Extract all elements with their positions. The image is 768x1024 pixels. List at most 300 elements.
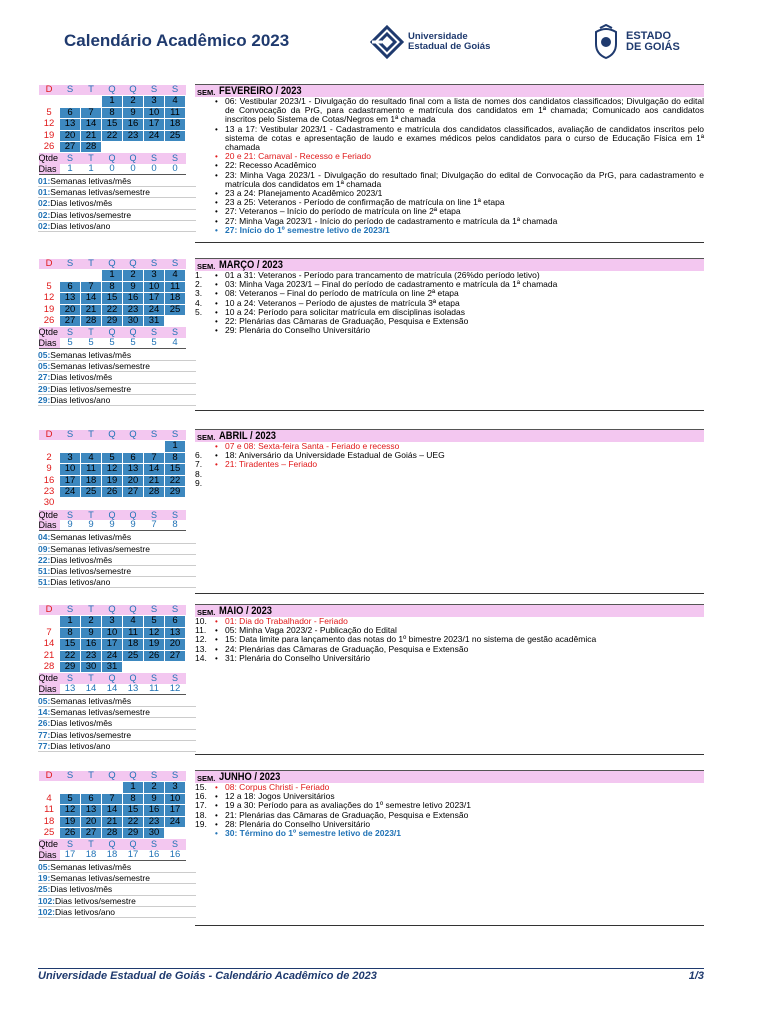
dias-count: 17: [60, 850, 81, 861]
calendar-day: 13: [60, 119, 81, 130]
estado-goias-logo: [592, 22, 680, 62]
summary-row: 01:Semanas letivas/mês: [38, 176, 196, 187]
dias-label: Dias: [39, 338, 60, 349]
summary-row: 22:Dias letivos/mês: [38, 555, 196, 566]
month-calendar: [38, 770, 186, 918]
calendar-day: 15: [60, 639, 81, 650]
weekday-header: Q: [102, 771, 123, 782]
calendar-day: [123, 441, 144, 452]
calendar-day: 23: [123, 130, 144, 141]
calendar-day: 29: [102, 316, 123, 327]
calendar-day: [60, 441, 81, 452]
month-events: [195, 770, 704, 838]
dias-count: 14: [81, 684, 102, 695]
calendar-day: 1: [102, 96, 123, 107]
calendar-day: 3: [102, 616, 123, 627]
month-events: [195, 258, 704, 335]
calendar-day: 19: [144, 639, 165, 650]
calendar-day: 15: [102, 119, 123, 130]
dias-label: Dias: [39, 164, 60, 175]
event-item: 19. • 28: Plenária do Conselho Universitário: [195, 818, 371, 829]
event-item: 10. • 01: Dia do Trabalhador - Feriado: [195, 616, 348, 626]
calendar-day: 17: [165, 805, 186, 816]
qtde-weekday: Q: [102, 327, 123, 338]
calendar-day: 4: [123, 616, 144, 627]
qtde-weekday: Q: [102, 673, 123, 684]
dias-count: 16: [144, 850, 165, 861]
calendar-day: [102, 782, 123, 793]
qtde-label: Qtde: [38, 839, 59, 850]
calendar-day: 29: [165, 487, 186, 498]
calendar-day: 5: [60, 793, 81, 804]
calendar-day: 5: [39, 107, 60, 118]
event-item: • 06: Vestibular 2023/1 - Divulgação do resultado final com a lista de nomes dos candidatos classificados; Divulgação do edital de Convocação da PrG, para cadastramento e matrícula dos candidatos em 1ª chamada; Comunicado aos candidatos inscritos pelo Sistema de Cotas/Negros em 1ª chamada: [215, 96, 704, 125]
month-calendar: [38, 429, 186, 588]
qtde-weekday: Q: [102, 839, 123, 850]
calendar-day: 18: [81, 475, 102, 486]
month-name: FEVEREIRO / 2023: [219, 85, 302, 97]
summary-row: 77:Dias letivos/semestre: [38, 730, 196, 741]
summary-row: 02:Dias letivos/ano: [38, 221, 196, 232]
dias-count: 0: [102, 164, 123, 175]
dias-count: 18: [102, 850, 123, 861]
dias-count: 4: [165, 338, 186, 349]
calendar-day: 4: [165, 96, 186, 107]
calendar-day: [81, 498, 102, 509]
calendar-day: 13: [165, 627, 186, 638]
calendar-day: 14: [81, 119, 102, 130]
event-item: 5. • 10 a 24: Período para solicitar matrícula em disciplinas isoladas: [195, 306, 466, 317]
calendar-day: 26: [39, 142, 60, 153]
calendar-day: [60, 782, 81, 793]
calendar-day: 17: [144, 293, 165, 304]
calendar-day: [60, 498, 81, 509]
calendar-day: 3: [144, 270, 165, 281]
weekday-header: T: [81, 605, 102, 616]
calendar-day: 1: [165, 441, 186, 452]
dias-count: 0: [123, 164, 144, 175]
coat-of-arms-icon: [592, 24, 620, 60]
calendar-day: 16: [39, 475, 60, 486]
calendar-day: 27: [60, 142, 81, 153]
calendar-day: 27: [81, 828, 102, 839]
calendar-day: 8: [123, 793, 144, 804]
weekday-header: Q: [102, 430, 123, 441]
calendar-day: 18: [165, 293, 186, 304]
event-item: 3. • 08: Veteranos – Final do período de matrícula on line 2ª etapa: [195, 288, 459, 299]
calendar-day: 15: [123, 805, 144, 816]
qtde-weekday: S: [144, 839, 165, 850]
weekday-header: Q: [102, 605, 123, 616]
calendar-day: 20: [123, 475, 144, 486]
calendar-day: 6: [60, 107, 81, 118]
weekday-header: Q: [102, 85, 123, 96]
calendar-day: [102, 498, 123, 509]
calendar-day: [60, 270, 81, 281]
calendar-day: 16: [123, 119, 144, 130]
summary-row: 102:Dias letivos/ano: [38, 907, 196, 918]
weekday-header: S: [165, 85, 186, 96]
qtde-weekday: Q: [102, 153, 123, 164]
calendar-day: 22: [123, 816, 144, 827]
calendar-day: 10: [144, 281, 165, 292]
qtde-weekday: T: [81, 839, 102, 850]
calendar-day: 20: [165, 639, 186, 650]
weekday-header: S: [165, 430, 186, 441]
calendar-day: [102, 142, 123, 153]
qtde-label: Qtde: [38, 153, 59, 164]
ueg-logo-line2: Estadual de Goiás: [408, 41, 491, 52]
calendar-day: 13: [60, 293, 81, 304]
dias-count: 9: [102, 520, 123, 531]
summary-row: 04:Semanas letivas/mês: [38, 532, 196, 543]
calendar-day: 16: [123, 293, 144, 304]
weekday-header: D: [39, 771, 60, 782]
qtde-weekday: S: [144, 327, 165, 338]
event-item: • 29: Plenária do Conselho Universitário: [215, 325, 371, 336]
calendar-day: 4: [81, 452, 102, 463]
calendar-day: [165, 828, 186, 839]
event-item: 15. • 08: Corpus Christi - Feriado: [195, 782, 330, 792]
dias-count: 11: [144, 684, 165, 695]
calendar-day: 22: [165, 475, 186, 486]
event-item: 4. • 10 a 24: Veteranos – Período de ajustes de matrícula 3ª etapa: [195, 297, 460, 308]
month-separator: [195, 410, 704, 411]
calendar-day: [39, 441, 60, 452]
calendar-day: [165, 662, 186, 673]
calendar-day: 13: [123, 464, 144, 475]
calendar-day: 9: [39, 464, 60, 475]
qtde-label: Qtde: [38, 509, 59, 520]
calendar-day: 17: [102, 639, 123, 650]
calendar-day: 14: [81, 293, 102, 304]
summary-row: 27:Dias letivos/mês: [38, 372, 196, 383]
event-item: 16. • 12 a 18: Jogos Universitários: [195, 791, 335, 802]
calendar-day: 31: [144, 316, 165, 327]
qtde-weekday: S: [144, 673, 165, 684]
qtde-weekday: S: [165, 509, 186, 520]
calendar-day: [144, 498, 165, 509]
calendar-day: 11: [123, 627, 144, 638]
event-item: 9.: [195, 477, 203, 488]
calendar-day: 7: [39, 627, 60, 638]
event-item: 7. • 21: Tiradentes – Feriado: [195, 459, 318, 470]
dias-count: 5: [81, 338, 102, 349]
calendar-day: 28: [102, 828, 123, 839]
weekday-header: S: [165, 605, 186, 616]
dias-count: 0: [165, 164, 186, 175]
summary-row: 19:Semanas letivas/semestre: [38, 873, 196, 884]
dias-label: Dias: [39, 520, 60, 531]
month-summary: [38, 350, 196, 406]
footer-title: Universidade Estadual de Goiás - Calendário Acadêmico de 2023: [38, 970, 377, 982]
calendar-day: [165, 498, 186, 509]
month-header: SEM. JUNHO / 2023: [195, 770, 704, 783]
calendar-day: 19: [102, 475, 123, 486]
calendar-day: 13: [81, 805, 102, 816]
ueg-logo-icon: [370, 25, 404, 59]
weekday-header: D: [39, 85, 60, 96]
calendar-day: 30: [123, 316, 144, 327]
month-summary: [38, 696, 196, 752]
calendar-day: 9: [123, 281, 144, 292]
calendar-day: 16: [81, 639, 102, 650]
summary-row: 05:Semanas letivas/semestre: [38, 361, 196, 372]
summary-row: 09:Semanas letivas/semestre: [38, 544, 196, 555]
summary-row: 05:Semanas letivas/mês: [38, 696, 196, 707]
calendar-day: 15: [102, 293, 123, 304]
estado-logo-line1: ESTADO: [626, 30, 672, 42]
dias-count: 9: [60, 520, 81, 531]
calendar-day: 11: [81, 464, 102, 475]
qtde-weekday: S: [165, 327, 186, 338]
calendar-day: 3: [144, 96, 165, 107]
qtde-weekday: Q: [123, 153, 144, 164]
qtde-weekday: T: [81, 153, 102, 164]
calendar-day: [81, 441, 102, 452]
calendar-day: [81, 270, 102, 281]
calendar-day: 10: [60, 464, 81, 475]
calendar-day: 11: [165, 281, 186, 292]
ueg-logo-line1: Universidade: [408, 31, 468, 42]
qtde-weekday: S: [165, 839, 186, 850]
calendar-day: 7: [102, 793, 123, 804]
weekday-header: S: [144, 605, 165, 616]
calendar-day: 22: [60, 650, 81, 661]
dias-count: 7: [144, 520, 165, 531]
calendar-day: 6: [165, 616, 186, 627]
weekday-header: D: [39, 605, 60, 616]
calendar-day: 26: [39, 316, 60, 327]
calendar-day: [165, 142, 186, 153]
calendar-day: 5: [39, 281, 60, 292]
event-item: • 30: Término do 1º semestre letivo de 2023/1: [215, 828, 402, 839]
weekday-header: S: [144, 259, 165, 270]
calendar-day: 20: [81, 816, 102, 827]
summary-row: 05:Semanas letivas/mês: [38, 350, 196, 361]
qtde-weekday: S: [60, 839, 81, 850]
qtde-weekday: Q: [123, 673, 144, 684]
summary-row: 77:Dias letivos/ano: [38, 741, 196, 752]
weekday-header: S: [144, 771, 165, 782]
calendar-day: 28: [144, 487, 165, 498]
calendar-day: 2: [81, 616, 102, 627]
calendar-day: [123, 142, 144, 153]
weekday-header: Q: [123, 605, 144, 616]
page-footer: [38, 968, 704, 982]
page-title: Calendário Acadêmico 2023: [64, 31, 290, 50]
calendar-day: 24: [144, 130, 165, 141]
calendar-day: 23: [81, 650, 102, 661]
weekday-header: Q: [123, 85, 144, 96]
event-item: 13. • 24: Plenárias das Câmaras de Graduação, Pesquisa e Extensão: [195, 643, 469, 654]
calendar-day: 28: [81, 316, 102, 327]
month-header: SEM. MARÇO / 2023: [195, 258, 704, 271]
calendar-day: 23: [39, 487, 60, 498]
calendar-day: 10: [144, 107, 165, 118]
page-number: 1/3: [688, 970, 704, 982]
calendar-day: 26: [102, 487, 123, 498]
month-header: SEM. ABRIL / 2023: [195, 429, 704, 442]
qtde-weekday: S: [165, 153, 186, 164]
month-header: SEM. MAIO / 2023: [195, 604, 704, 617]
summary-row: 29:Dias letivos/semestre: [38, 384, 196, 395]
qtde-weekday: Q: [123, 327, 144, 338]
dias-count: 14: [102, 684, 123, 695]
calendar-day: 20: [60, 130, 81, 141]
calendar-day: 23: [123, 304, 144, 315]
calendar-day: 12: [60, 805, 81, 816]
month-separator: [195, 242, 704, 243]
weekday-header: S: [165, 259, 186, 270]
weekday-header: S: [60, 771, 81, 782]
calendar-day: 24: [144, 304, 165, 315]
calendar-day: 21: [81, 130, 102, 141]
summary-row: 01:Semanas letivas/semestre: [38, 187, 196, 198]
event-item: 12. • 15: Data limite para lançamento das notas do 1º bimestre 2023/1 no sistema de gestão acadêmica: [195, 634, 597, 645]
qtde-weekday: S: [165, 673, 186, 684]
month-summary: [38, 532, 196, 588]
calendar-day: 9: [144, 793, 165, 804]
calendar-day: 7: [144, 452, 165, 463]
calendar-day: 24: [102, 650, 123, 661]
month-calendar: [38, 604, 186, 752]
summary-row: 25:Dias letivos/mês: [38, 884, 196, 895]
ueg-logo: [370, 24, 490, 60]
weekday-header: Q: [102, 259, 123, 270]
weekday-header: Q: [123, 771, 144, 782]
event-item: 2. • 03: Minha Vaga 2023/1 – Final do período de cadastramento e matrícula da 1ª chamada: [195, 279, 558, 290]
qtde-weekday: Q: [102, 509, 123, 520]
dias-count: 13: [60, 684, 81, 695]
event-item: 17. • 19 a 30: Período para as avaliações do 1º semestre letivo 2023/1: [195, 800, 471, 811]
weekday-header: T: [81, 771, 102, 782]
estado-logo-line2: DE GOIÁS: [626, 41, 680, 53]
calendar-day: 25: [123, 650, 144, 661]
month-separator: [195, 925, 704, 926]
calendar-day: 12: [144, 627, 165, 638]
month-summary: [38, 176, 196, 232]
dias-count: 1: [60, 164, 81, 175]
calendar-day: 1: [102, 270, 123, 281]
calendar-day: 27: [60, 316, 81, 327]
summary-row: 02:Dias letivos/semestre: [38, 210, 196, 221]
calendar-day: 19: [60, 816, 81, 827]
calendar-day: 28: [81, 142, 102, 153]
qtde-weekday: T: [81, 673, 102, 684]
event-item: 14. • 31: Plenária do Conselho Universitário: [195, 652, 371, 663]
dias-count: 5: [123, 338, 144, 349]
event-item: • 22: Plenárias das Câmaras de Graduação, Pesquisa e Extensão: [215, 316, 469, 327]
calendar-day: 22: [102, 304, 123, 315]
calendar-day: [60, 96, 81, 107]
calendar-day: 25: [39, 828, 60, 839]
calendar-day: 21: [39, 650, 60, 661]
calendar-day: 7: [81, 281, 102, 292]
event-item: • 23 a 25: Veteranos - Período de confirmação de matrícula on line 1ª etapa: [215, 197, 505, 208]
event-item: • 23: Minha Vaga 2023/1 - Divulgação do resultado final; Divulgação do edital de Convocação da PrG, para cadastramento e matrícula dos candidatos em 1ª chamada: [215, 169, 704, 189]
calendar-day: 1: [123, 782, 144, 793]
event-item: 11. • 05: Minha Vaga 2023/2 - Publicação do Edital: [195, 625, 397, 636]
calendar-day: 27: [123, 487, 144, 498]
month-separator: [195, 754, 704, 755]
weekday-header: Q: [123, 430, 144, 441]
calendar-day: 18: [123, 639, 144, 650]
calendar-day: 4: [165, 270, 186, 281]
calendar-day: 29: [123, 828, 144, 839]
calendar-day: [123, 662, 144, 673]
qtde-weekday: Q: [123, 509, 144, 520]
weekday-header: D: [39, 430, 60, 441]
month-name: MARÇO / 2023: [219, 259, 284, 271]
calendar-day: 14: [144, 464, 165, 475]
summary-row: 102:Dias letivos/semestre: [38, 896, 196, 907]
weekday-header: T: [81, 259, 102, 270]
weekday-header: S: [60, 430, 81, 441]
summary-row: 02:Dias letivos/mês: [38, 198, 196, 209]
calendar-day: 17: [144, 119, 165, 130]
event-item: • 27: Minha Vaga 2023/1 - Início do período de cadastramento e matrícula da 1ª chamada: [215, 215, 558, 226]
weekday-header: S: [144, 430, 165, 441]
calendar-day: 26: [60, 828, 81, 839]
calendar-day: 6: [60, 281, 81, 292]
dias-count: 5: [60, 338, 81, 349]
calendar-day: 30: [81, 662, 102, 673]
calendar-day: 7: [81, 107, 102, 118]
calendar-day: 24: [165, 816, 186, 827]
qtde-label: Qtde: [38, 673, 59, 684]
dias-count: 17: [123, 850, 144, 861]
calendar-day: 11: [165, 107, 186, 118]
calendar-day: 9: [123, 107, 144, 118]
month-events: [195, 604, 704, 663]
qtde-weekday: S: [60, 673, 81, 684]
event-item: • 07 e 08: Sexta-feira Santa - Feriado e recesso: [215, 441, 400, 451]
dias-count: 5: [102, 338, 123, 349]
calendar-day: 10: [165, 793, 186, 804]
event-item: • 22: Recesso Acadêmico: [215, 160, 317, 171]
qtde-weekday: S: [60, 509, 81, 520]
qtde-weekday: S: [60, 153, 81, 164]
calendar-day: [39, 270, 60, 281]
calendar-day: 8: [60, 627, 81, 638]
calendar-day: 12: [39, 293, 60, 304]
calendar-day: 15: [165, 464, 186, 475]
month-summary: [38, 862, 196, 918]
month-events: [195, 429, 704, 488]
calendar-day: 30: [144, 828, 165, 839]
qtde-weekday: T: [81, 327, 102, 338]
calendar-day: 12: [39, 119, 60, 130]
calendar-day: [144, 142, 165, 153]
calendar-day: 9: [81, 627, 102, 638]
qtde-label: Qtde: [38, 327, 59, 338]
calendar-day: 18: [165, 119, 186, 130]
calendar-day: 8: [165, 452, 186, 463]
calendar-day: 25: [81, 487, 102, 498]
calendar-day: 2: [123, 270, 144, 281]
calendar-day: 19: [39, 130, 60, 141]
weekday-header: S: [60, 85, 81, 96]
calendar-day: 21: [102, 816, 123, 827]
dias-count: 0: [144, 164, 165, 175]
calendar-day: 5: [144, 616, 165, 627]
calendar-day: 21: [144, 475, 165, 486]
calendar-day: 5: [102, 452, 123, 463]
calendar-day: 8: [102, 107, 123, 118]
calendar-day: [144, 662, 165, 673]
calendar-day: 3: [60, 452, 81, 463]
